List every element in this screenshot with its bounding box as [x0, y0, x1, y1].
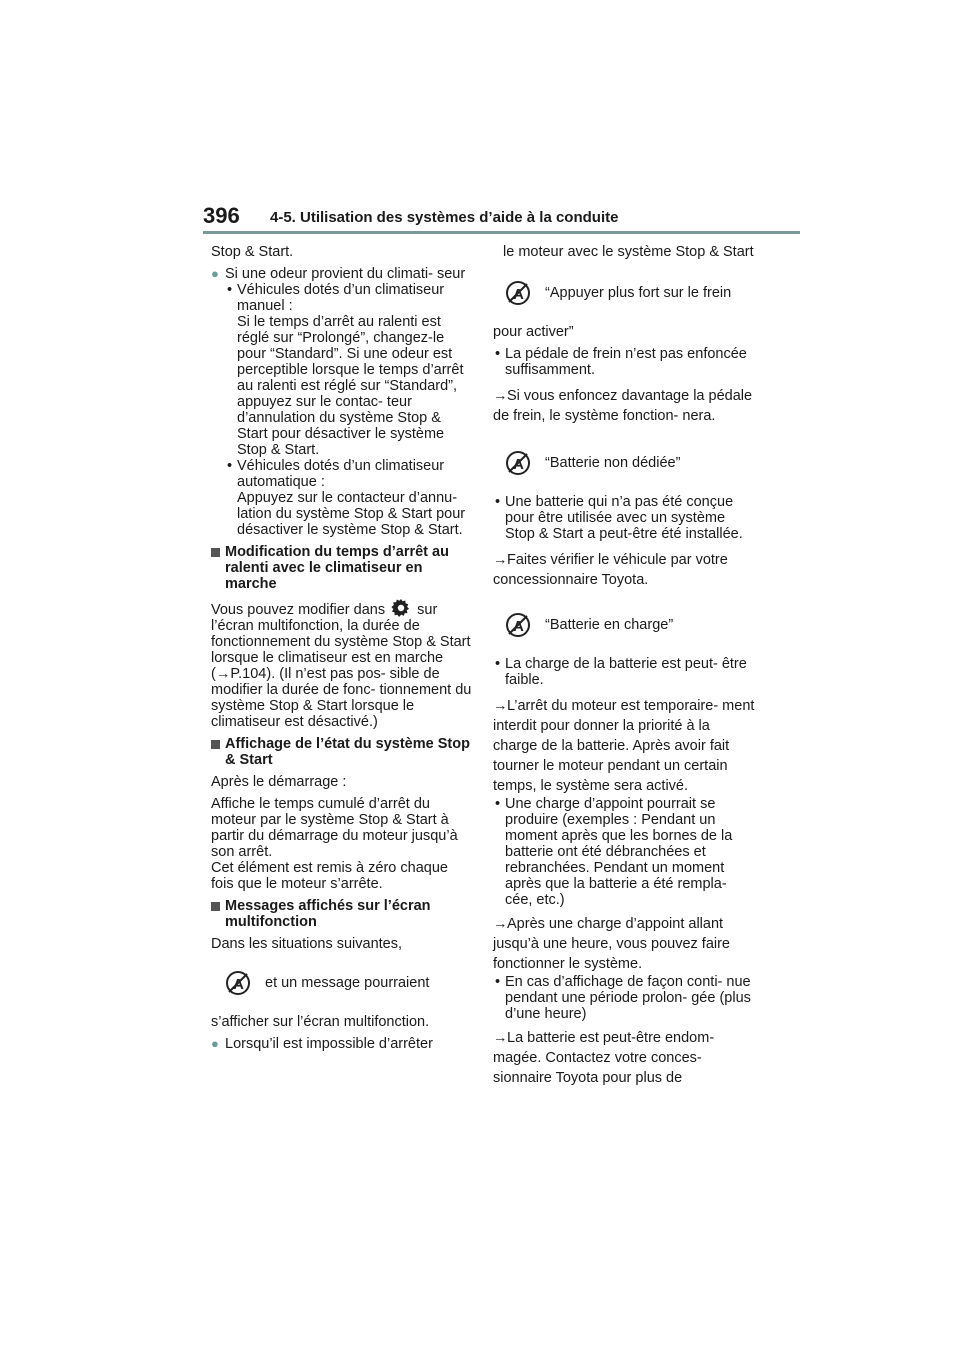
- battery-charging-action-2-text: Après une charge d’appoint allant jusqu’à une heure, vous pouvez faire fonctionner le système.: [493, 916, 730, 972]
- status-heading: Affichage de l’état du système Stop & Start: [211, 736, 473, 768]
- arrow-right-icon: →: [493, 1030, 508, 1046]
- gear-icon: [391, 598, 411, 618]
- arrow-right-icon: →: [493, 698, 508, 714]
- battery-charging-action: [493, 696, 755, 796]
- battery-nondedicated-action: [493, 550, 755, 590]
- message-display-text: s’afficher sur l’écran multifonction.: [211, 1014, 430, 1030]
- mod-heading: Modification du temps d’arrêt au ralenti avec le climatiseur en marche: [211, 544, 473, 592]
- manual-ac-label: • Véhicules dotés d’un climatiseur manuel :: [237, 282, 445, 314]
- mod-page-ref: P.104: [230, 666, 267, 682]
- manual-ac-item: [225, 282, 473, 458]
- odor-title: Si une odeur provient du climati- seur: [225, 266, 466, 282]
- message-battery-charging-label: “Batterie en charge”: [545, 617, 674, 633]
- message-row-battery-charging: [505, 610, 755, 640]
- stop-start-off-icon: [505, 280, 531, 306]
- battery-charging-action-2: [493, 914, 755, 974]
- after-start-text: Affiche le temps cumulé d’arrêt du moteur par le système Stop & Start à partir du démarrage du moteur jusqu’à son arrêt.: [211, 796, 458, 860]
- mod-text-end: ). (Il n’est pas pos- sible de modifier la durée de fonc- tionnement du système Stop & Start lorsque le climatiseur est désactivé.): [211, 666, 472, 730]
- message-icon-row: [225, 968, 473, 998]
- stop-start-off-icon: [225, 970, 251, 996]
- page-number: 396: [203, 203, 240, 228]
- stop-start-off-icon: [505, 450, 531, 476]
- continuation-text: le moteur avec le système Stop & Start: [503, 244, 754, 260]
- battery-charging-cause: • La charge de la batterie est peut- être faible.: [493, 656, 755, 688]
- after-start-label: Après le démarrage :: [211, 774, 347, 790]
- arrow-right-icon: →: [215, 666, 231, 682]
- message-suffix: et un message pourraient: [265, 975, 430, 991]
- arrow-right-icon: →: [493, 388, 508, 404]
- header-rule: [203, 231, 800, 234]
- battery-nondedicated-cause: • Une batterie qui n’a pas été conçue pour être utilisée avec un système Stop & Start a peut-être été installée.: [493, 494, 755, 542]
- battery-charging-cause-3: • En cas d’affichage de façon conti- nue pendant une période prolon- gée (plus d’une heure): [493, 974, 755, 1022]
- brake-cause: • La pédale de frein n’est pas enfoncée suffisamment.: [493, 346, 755, 378]
- message-battery-nondedicated-label: “Batterie non dédiée”: [545, 455, 681, 471]
- battery-charging-action-3-text: La batterie est peut-être endom- magée. Contactez votre conces- sionnaire Toyota pour plus de: [493, 1030, 715, 1086]
- svg-text:A: A: [233, 976, 244, 993]
- svg-text:A: A: [513, 456, 524, 473]
- arrow-right-icon: →: [493, 916, 508, 932]
- manual-ac-text: Si le temps d’arrêt au ralenti est réglé sur “Prolongé”, changez-le pour “Standard”. Si une odeur est perceptible lorsque le temps d’arrêt au ralenti est réglé sur “Standard”, appuyez sur le contac- teur d’annulation du système Stop & Start pour désactiver le système Stop & Start.: [237, 314, 464, 458]
- battery-charging-action-text: L’arrêt du moteur est temporaire- ment interdit pour donner la priorité à la charge de la batterie. Après avoir fait tourner le moteur pendant un certain temps, le système sera activé.: [493, 698, 755, 794]
- auto-ac-text: Appuyez sur le contacteur d’annu- lation du système Stop & Start pour désactiver le système Stop & Start.: [237, 490, 466, 538]
- mod-paragraph: [211, 598, 473, 730]
- reset-text: Cet élément est remis à zéro chaque fois que le moteur s’arrête.: [211, 860, 448, 892]
- stop-start-off-icon: [505, 612, 531, 638]
- right-column: [493, 244, 755, 1088]
- auto-ac-item: [225, 458, 473, 538]
- section-title: 4-5. Utilisation des systèmes d’aide à la conduite: [270, 209, 619, 226]
- intro-text: Stop & Start.: [211, 244, 294, 260]
- situations-text: Dans les situations suivantes,: [211, 936, 403, 952]
- auto-ac-label: • Véhicules dotés d’un climatiseur automatique :: [237, 458, 445, 490]
- messages-heading: Messages affichés sur l’écran multifonction: [211, 898, 473, 930]
- brake-action-text: Si vous enfoncez davantage la pédale de frein, le système fonction- nera.: [493, 388, 753, 424]
- left-column: [211, 244, 473, 1058]
- message-row-battery-nondedicated: [505, 448, 755, 478]
- mod-text-before: Vous pouvez modifier dans: [211, 602, 386, 618]
- odor-bullet: [211, 266, 473, 538]
- svg-text:A: A: [513, 618, 524, 635]
- message-brake-label: “Appuyer plus fort sur le frein: [545, 285, 732, 301]
- svg-text:A: A: [513, 286, 524, 303]
- message-row-brake: [505, 278, 755, 308]
- mod-text-after: sur l’écran multifonction, la durée de fonctionnement du système Stop & Start lorsque le climatiseur est en marche (: [211, 602, 471, 682]
- battery-nondedicated-action-text: Faites vérifier le véhicule par votre concessionnaire Toyota.: [493, 552, 728, 588]
- last-bullet: ● Lorsqu’il est impossible d’arrêter: [211, 1036, 473, 1052]
- battery-charging-cause-2: • Une charge d’appoint pourrait se produire (exemples : Pendant un moment après que les bornes de la batterie ont été débranchées et rebranchées. Pendant un moment après que la batterie a été rempla- cée, etc.): [493, 796, 755, 908]
- battery-charging-action-3: [493, 1028, 755, 1088]
- message-brake-cont: pour activer”: [493, 324, 574, 340]
- brake-action: [493, 386, 755, 426]
- arrow-right-icon: →: [493, 552, 508, 568]
